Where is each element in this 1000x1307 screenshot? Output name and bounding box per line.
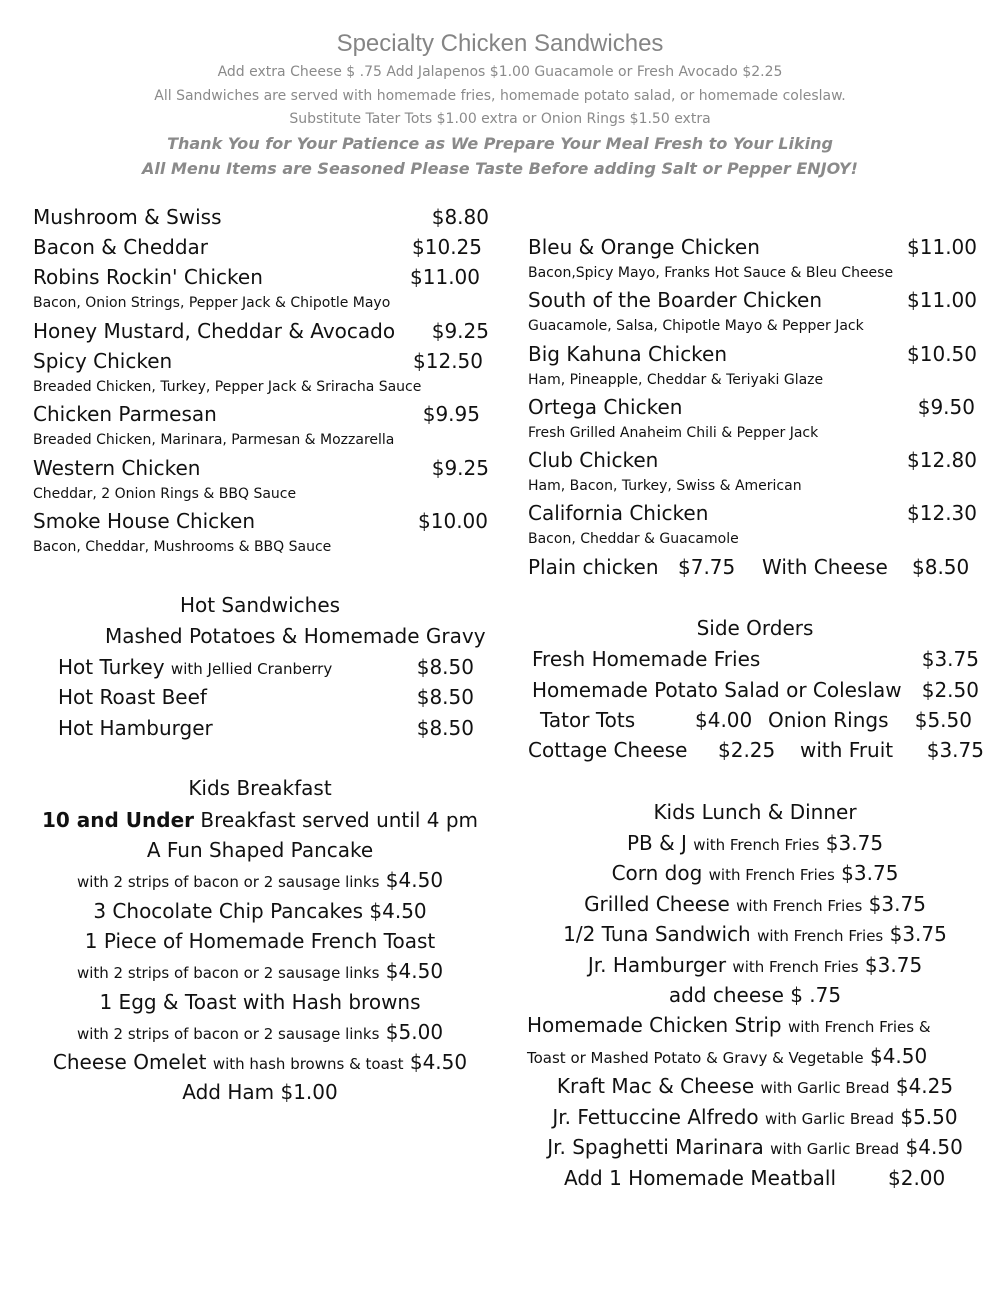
kids-breakfast-item: A Fun Shaped Pancake <box>146 838 374 862</box>
menu-item-price: $9.25 <box>431 456 489 480</box>
menu-item-description: Cheddar, 2 Onion Rings & BBQ Sauce <box>33 486 297 502</box>
kids-lunch-item <box>527 1013 931 1037</box>
page-title: Specialty Chicken Sandwiches <box>336 30 664 57</box>
item-price: $3.75 <box>825 831 884 855</box>
side-item-price: $3.75 <box>921 647 979 671</box>
menu-item-note: with Jellied Cranberry <box>170 660 333 678</box>
side-item-name: Onion Rings <box>768 708 889 732</box>
menu-item-price: $8.50 <box>416 685 474 709</box>
item-name: Corn dog <box>611 861 703 885</box>
menu-item-price: $10.25 <box>412 235 482 259</box>
menu-item-description: Fresh Grilled Anaheim Chili & Pepper Jack <box>528 425 819 441</box>
menu-item-name: Western Chicken <box>33 456 201 480</box>
side-item-name: Homemade Potato Salad or Coleslaw <box>532 678 902 702</box>
item-price: $3.75 <box>889 922 947 946</box>
menu-item-price: $8.50 <box>416 655 474 679</box>
menu-item-name: Honey Mustard, Cheddar & Avocado <box>33 319 396 343</box>
item-note: with French Fries <box>732 958 859 976</box>
kids-breakfast-item: 1 Egg & Toast with Hash browns <box>99 990 421 1014</box>
kids-lunch-item <box>520 831 990 855</box>
item-price: $3.75 <box>841 861 899 885</box>
item-name: 1/2 Tuna Sandwich <box>563 922 751 946</box>
plain-chicken-price: $7.75 <box>678 555 736 579</box>
kids-lunch-item <box>520 1105 990 1129</box>
item-note: with Garlic Bread <box>765 1110 894 1128</box>
with-cheese-price: $8.50 <box>912 555 970 579</box>
item-note: with Garlic Bread <box>770 1140 900 1158</box>
kids-breakfast-item <box>20 868 500 892</box>
menu-item-name: Robins Rockin' Chicken <box>33 265 263 289</box>
meatball-addon: Add 1 Homemade Meatball <box>564 1166 837 1190</box>
item-price: $4.50 <box>905 1135 963 1159</box>
menu-item-description: Guacamole, Salsa, Chipotle Mayo & Pepper Jack <box>528 318 864 334</box>
item-price: $5.50 <box>900 1105 958 1129</box>
plain-chicken-label: Plain chicken <box>528 555 659 579</box>
menu-item-name: Spicy Chicken <box>33 349 173 373</box>
menu-item-price: $12.80 <box>907 448 977 472</box>
kids-lunch-item <box>520 892 990 916</box>
menu-item-name: Big Kahuna Chicken <box>528 342 728 366</box>
meatball-price: $2.00 <box>888 1166 946 1190</box>
item-price: $4.50 <box>385 868 444 892</box>
item-note: with Garlic Bread <box>760 1079 890 1097</box>
add-cheese-note: add cheese $ .75 <box>668 983 842 1007</box>
header-thank-you: Thank You for Your Patience as We Prepare Your Meal Fresh to Your Liking <box>167 134 833 153</box>
kids-breakfast-item: Add Ham $1.00 <box>182 1080 338 1104</box>
menu-item-price: $11.00 <box>907 288 977 312</box>
kids-breakfast-item <box>20 1020 500 1044</box>
age-label: 10 and Under <box>41 808 195 832</box>
menu-item-price: $10.00 <box>418 509 488 533</box>
item-name: Jr. Hamburger <box>587 953 727 977</box>
menu-item-price: $8.50 <box>416 716 474 740</box>
item-price: $4.25 <box>895 1074 954 1098</box>
menu-item-description: Ham, Bacon, Turkey, Swiss & American <box>528 478 802 494</box>
side-item-name: Cottage Cheese <box>528 738 688 762</box>
menu-item-price: $9.25 <box>431 319 489 343</box>
kids-breakfast-item <box>20 1050 500 1074</box>
side-item-name: with Fruit <box>800 738 894 762</box>
menu-item-name: Bleu & Orange Chicken <box>528 235 760 259</box>
menu-item-description: Bacon, Cheddar & Guacamole <box>528 531 739 547</box>
side-item-name: Tator Tots <box>540 708 636 732</box>
menu-item-name: Hot Roast Beef <box>58 685 207 709</box>
kids-breakfast-item: 1 Piece of Homemade French Toast <box>84 929 436 953</box>
side-item-name: Fresh Homemade Fries <box>532 647 761 671</box>
menu-item-name: Hot Hamburger <box>58 716 213 740</box>
kids-lunch-item <box>520 922 990 946</box>
menu-item-name: Hot Turkey <box>58 655 165 679</box>
kids-breakfast-served <box>20 808 500 832</box>
menu-item-description: Bacon, Cheddar, Mushrooms & BBQ Sauce <box>33 539 332 555</box>
menu-item <box>58 655 332 679</box>
item-price: $5.00 <box>385 1020 444 1044</box>
item-name: Homemade Chicken Strip <box>527 1013 782 1037</box>
menu-item-name: Ortega Chicken <box>528 395 683 419</box>
side-item-price: $4.00 <box>695 708 753 732</box>
side-item-price: $3.75 <box>926 738 984 762</box>
menu-item-name: California Chicken <box>528 501 709 525</box>
kids-lunch-item <box>520 1074 990 1098</box>
menu-item-description: Breaded Chicken, Marinara, Parmesan & Mozzarella <box>33 432 395 448</box>
item-name: PB & J <box>626 831 687 855</box>
item-name: Kraft Mac & Cheese <box>556 1074 755 1098</box>
item-name: Cheese Omelet <box>52 1050 207 1074</box>
item-note: with 2 strips of bacon or 2 sausage links <box>76 964 380 982</box>
item-note: with French Fries & <box>787 1018 931 1036</box>
kids-lunch-item <box>520 953 990 977</box>
item-price: $3.75 <box>864 953 923 977</box>
item-note: with French Fries <box>693 836 820 854</box>
menu-item-price: $12.30 <box>907 501 977 525</box>
item-note: with hash browns & toast <box>212 1055 404 1073</box>
menu-item-name: South of the Boarder Chicken <box>528 288 823 312</box>
section-title: Side Orders <box>696 616 814 640</box>
item-note: with French Fries <box>708 866 835 884</box>
item-price: $4.50 <box>869 1044 928 1068</box>
item-note: with French Fries <box>736 897 863 915</box>
header-served-with: All Sandwiches are served with homemade fries, homemade potato salad, or homemade coleslaw. <box>154 88 846 104</box>
kids-breakfast-item: 3 Chocolate Chip Pancakes $4.50 <box>93 899 427 923</box>
item-note: Toast or Mashed Potato & Gravy & Vegetable <box>527 1049 864 1067</box>
kids-breakfast-item <box>20 959 500 983</box>
with-cheese-label: With Cheese <box>762 555 888 579</box>
menu-item-price: $10.50 <box>907 342 977 366</box>
menu-item-name: Smoke House Chicken <box>33 509 256 533</box>
menu-item-name: Club Chicken <box>528 448 659 472</box>
item-name: Jr. Fettuccine Alfredo <box>552 1105 759 1129</box>
header-seasoned: All Menu Items are Seasoned Please Taste Before adding Salt or Pepper ENJOY! <box>142 159 858 178</box>
menu-item-price: $12.50 <box>413 349 483 373</box>
header-substitute: Substitute Tater Tots $1.00 extra or Onion Rings $1.50 extra <box>289 111 711 127</box>
menu-item-description: Bacon, Onion Strings, Pepper Jack & Chipotle Mayo <box>33 295 391 311</box>
served-until: Breakfast served until 4 pm <box>200 808 479 832</box>
header-addons: Add extra Cheese $ .75 Add Jalapenos $1.00 Guacamole or Fresh Avocado $2.25 <box>217 64 783 80</box>
kids-lunch-item-cont <box>527 1044 927 1068</box>
item-name: Jr. Spaghetti Marinara <box>547 1135 764 1159</box>
menu-item-name: Mushroom & Swiss <box>33 205 222 229</box>
section-title: Kids Lunch & Dinner <box>653 800 857 824</box>
item-price: $3.75 <box>868 892 926 916</box>
kids-lunch-item <box>520 861 990 885</box>
menu-item-name: Bacon & Cheddar <box>33 235 209 259</box>
side-item-price: $2.25 <box>718 738 776 762</box>
item-note: with 2 strips of bacon or 2 sausage links <box>76 1025 380 1043</box>
menu-item-description: Ham, Pineapple, Cheddar & Teriyaki Glaze <box>528 372 824 388</box>
menu-item-price: $9.50 <box>917 395 975 419</box>
menu-item-price: $8.80 <box>431 205 489 229</box>
menu-item-price: $9.95 <box>422 402 480 426</box>
section-title: Hot Sandwiches <box>179 593 341 617</box>
item-name: Grilled Cheese <box>584 892 730 916</box>
section-subtitle: Mashed Potatoes & Homemade Gravy <box>105 624 486 648</box>
menu-item-name: Chicken Parmesan <box>33 402 217 426</box>
side-item-price: $5.50 <box>914 708 972 732</box>
section-title: Kids Breakfast <box>188 776 332 800</box>
item-price: $4.50 <box>409 1050 468 1074</box>
menu-item-description: Bacon,Spicy Mayo, Franks Hot Sauce & Bleu Cheese <box>528 265 894 281</box>
side-item-price: $2.50 <box>921 678 979 702</box>
item-price: $4.50 <box>385 959 444 983</box>
menu-item-price: $11.00 <box>410 265 480 289</box>
menu-item-price: $11.00 <box>907 235 977 259</box>
item-note: with 2 strips of bacon or 2 sausage links <box>76 873 380 891</box>
item-note: with French Fries <box>757 927 884 945</box>
menu-item-description: Breaded Chicken, Turkey, Pepper Jack & Sriracha Sauce <box>33 379 422 395</box>
kids-lunch-item <box>520 1135 990 1159</box>
